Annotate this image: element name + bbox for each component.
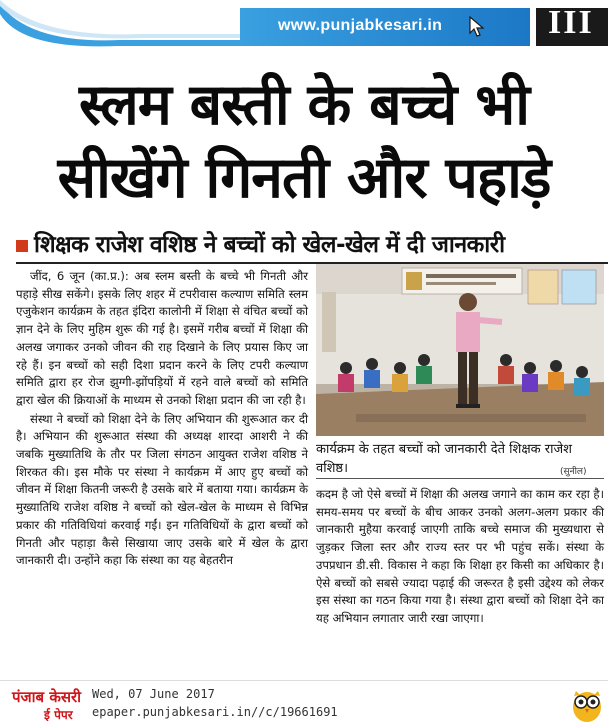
cursor-icon (468, 16, 486, 38)
footer-bar (0, 680, 608, 724)
punjab-kesari-logo[interactable]: पंजाब केसरी (12, 688, 82, 706)
epaper-logo-label: ई पेपर (44, 708, 73, 722)
headline-line-2: सीखेंगे गिनती और पहाड़े (57, 145, 551, 211)
top-banner (0, 0, 608, 48)
headline-line-1: स्लम बस्ती के बच्चे भी (78, 72, 530, 138)
article-photo (316, 264, 604, 436)
banner-swoosh-graphic (0, 0, 250, 48)
article-column-right (316, 486, 604, 628)
owl-mascot-icon (570, 685, 604, 723)
classroom-photo-illustration (316, 264, 604, 436)
article-paragraph-1: जींद, 6 जून (का.प्र.): अब स्लम बस्ती के बच्चे भी गिनती और पहाड़े सीख सकेंगे। इसके लिए शहर में टपरीवास कल्याण समिति स्लम एजुकेशन कार्यक्रम के तहत इंदिरा कालोनी में शिक्षा से वंचित बच्चों को ज्ञान देने के लिए मुहिम शुरू की गई है। इसमें गरीब बच्चों में शिक्षा की अलख जगाकर उनको जीवन की राह दिखाने के लिए प्रयास किए जा रहे हैं। इन बच्चों को सही दिशा प्रदान करने के लिए टपरी कल्याण समिति द्वारा हर रोज झुग्गी-झोंपड़ियों में रहने वाले बच्चों को समिति द्वारा खेल की क्रियाओं के माध्यम से उनको शिक्षा प्रदान की जा रही है। (16, 269, 308, 407)
site-url[interactable]: www.punjabkesari.in (278, 17, 443, 34)
subheading-text: शिक्षक राजेश वशिष्ठ ने बच्चों को खेल-खेल में दी जानकारी (34, 232, 505, 258)
subheading (16, 230, 606, 262)
caption-divider (316, 478, 604, 479)
headline (0, 70, 608, 213)
article-column-left (16, 268, 308, 571)
article-paragraph-2: संस्था ने बच्चों को शिक्षा देने के लिए अभियान की शुरूआत कर दी है। अभियान की शुरूआत संस्था की अध्यक्ष शारदा आशरी ने की जबकि मुख्यातिथि के तौर पर जिला संगठन आयुक्त राजेश वशिष्ठ ने शिरकत की। इस मौके पर संस्था ने कार्यक्रम में आए हुए बच्चों को जीवन में शिक्षा कितनी जरूरी है उसके बारे में बताया गया। कार्यक्रम के मुख्यातिथि राजेश वशिष्ठ ने बच्चों को खेल-खेल के माध्यम से विभिन्न प्रकार की गतिविधियां करवाई गईं। इन गतिविधियों के द्वारा बच्चों को गिनती और पहाड़ा कैसे सिखाया जाए उसके बारे में खेल के द्वारा जानकारी दी। उन्होंने कहा कि संस्था का यह बेहतरीन (16, 411, 308, 568)
photo-caption: कार्यक्रम के तहत बच्चों को जानकारी देते शिक्षक राजेश वशिष्ठ। (316, 442, 572, 476)
edition-date: Wed, 07 June 2017 (92, 687, 215, 701)
page-number: III (548, 4, 594, 41)
bullet-square-icon (16, 240, 28, 252)
article-paragraph-3: कदम है जो ऐसे बच्चों में शिक्षा की अलख जगाने का काम कर रहा है। समय-समय पर बच्चों के बीच आकर उनको अलग-अलग प्रकार की जानकारी मुहैया करवाई जाएगी ताकि बच्चे समाज की मुख्यधारा से जुड़कर जिला स्तर और राज्य स्तर पर भी पहुंच सकें। संस्था के उपप्रधान डी.सी. विकास ने कहा कि शिक्षा हर किसी का अधिकार है। ऐसे बच्चों को सबसे ज्यादा पढ़ाई की जरूरत है इसी उद्देश्य को लेकर इस संस्था का गठन किया गया है। संस्था द्वारा बच्चों को शिक्षा देने का यह अभियान लगातार जारी रखा जाएगा। (316, 487, 604, 625)
photo-credit: (सुनील) (560, 467, 587, 477)
epaper-url[interactable]: epaper.punjabkesari.in//c/19661691 (92, 705, 338, 719)
